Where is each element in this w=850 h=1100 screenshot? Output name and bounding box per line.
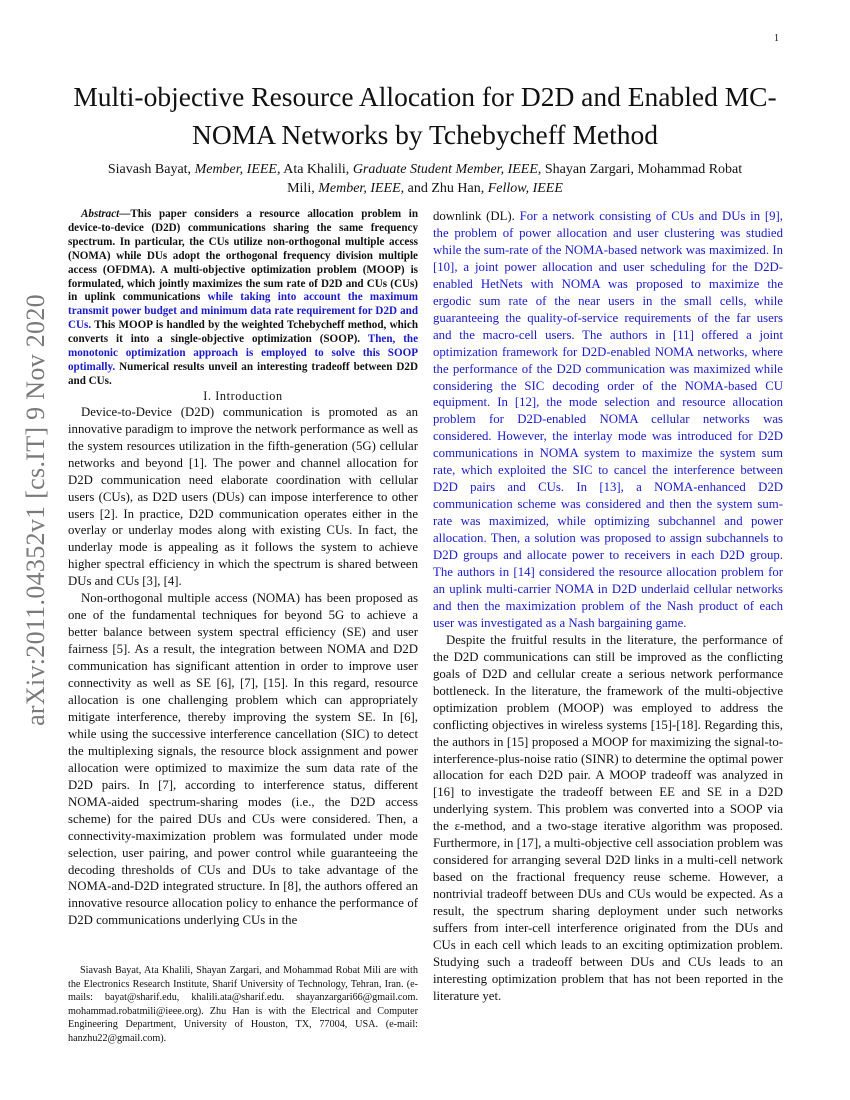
author-footnote: Siavash Bayat, Ata Khalili, Shayan Zargari, and Mohammad Robat Mili are with the Electronics Research Institute, Sharif University of Technology, Tehran, Iran. (e-mails: bayat@sharif.edu, khalili.ata@sharif.edu. shayanzargari66@gmail.com. mohammad.robatmili@ieee.org). Zhu Han is with the Electrical and Computer Engineering Department, University of Houston, TX, 77004, USA. (e-mail: hanzhu22@gmail.com).	[68, 965, 418, 1044]
paper-title: Multi-objective Resource Allocation for D2D and Enabled MC-NOMA Networks by Tchebycheff Method	[73, 81, 777, 150]
author-line-2	[80, 179, 770, 198]
author-role: Fellow, IEEE	[487, 181, 563, 196]
author-list	[80, 160, 770, 198]
author-text: Mili,	[287, 181, 319, 196]
author-text: Siavash Bayat,	[107, 162, 195, 177]
arxiv-stamp	[6, 280, 66, 740]
section-heading: I. Introduction	[203, 388, 283, 403]
body-paragraph: Non-orthogonal multiple access (NOMA) has been proposed as one of the fundamental techniques for beyond 5G to achieve a better balance between system spectral efficiency (SE) and user fairness [5]. As a result, the integration between NOMA and D2D communication has significant attention in order to improve user connectivity as well as SE [6], [7], [15]. In this regard, resource allocation is one challenging problem which can appropriately mitigate interference, thereby improving the system SE. In [6], while using the successive interference cancellation (SIC) to detect the multiplexing signals, the resource block assignment and power allocation were optimized to maximize the sum data rate of the D2D pairs. In [7], according to interference status, different NOMA-aided spectrum-sharing modes (i.e., the D2D access scheme) for the paired DUs and CUs were considered. Then, a connectivity-maximization problem was formulated under mode selection, user pairing, and power control while guaranteeing the decoding thresholds of CUs and DUs to take advantage of the NOMA-and-D2D integrated structure. In [8], the authors offered an innovative resource allocation policy to enhance the performance of D2D communications underlying CUs in the	[68, 591, 418, 928]
abstract-label: Abstract	[81, 208, 120, 220]
body-text: downlink (DL).	[433, 209, 520, 223]
right-column	[433, 208, 783, 1005]
body-highlight: For a network consisting of CUs and DUs in [9], the problem of power allocation and user clustering was studied while the sum-rate of the NOMA-based network was maximized. In [10], a joint power allocation and user scheduling for the D2D-enabled HetNets with NOMA was proposed to maximize the ergodic sum rate of the near users in the small cells, while guaranteeing the quality-of-service requirements of the far users and the macro-cell users. The authors in [11] offered a joint optimization framework for D2D-enabled NOMA networks, where the performance of the D2D communication was maximized while considering the SIC decoding order of the NOMA-based CU equipment. In [12], the mode selection and resource allocation problem for D2D-enabled NOMA cellular networks was considered. However, the interlay mode was introduced for D2D communications in NOMA system to maximize the system sum rate, which exploited the SIC to cancel the interference between D2D pairs and CUs. In [13], a NOMA-enhanced D2D communication scheme was considered and then the system sum-rate was maximized, while optimizing subchannel and power allocation. Then, a solution was proposed to assign subchannels to D2D groups and allocate power to receivers in each D2D group. The authors in [14] considered the resource allocation problem for an uplink multi-carrier NOMA in D2D underlaid cellular networks and then the maximization problem of the Nash product of each user was investigated as a Nash bargaining game.	[433, 209, 783, 630]
body-paragraph: Despite the fruitful results in the literature, the performance of the D2D communications can still be improved as the conflicting goals of D2D and cellular create a serious network performance bottleneck. In the literature, the framework of the multi-objective optimization problem (MOOP) was employed to address the conflicting objectives in wireless systems [15]-[18]. Regarding this, the authors in [15] proposed a MOOP for maximizing the signal-to-interference-plus-noise ratio (SINR) to determine the optimal power allocation for each D2D pair. A MOOP tradeoff was analyzed in [16] to investigate the tradeoff between EE and SE in a D2D underlying system. This problem was converted into a SOOP via the ε-method, and a two-stage iterative algorithm was proposed. Furthermore, in [17], a multi-objective cell association problem was considered for arranging several D2D links in a multi-cell network based on the fractional frequency reuse scheme. However, a nontrivial tradeoff between DUs and CUs would be expected. As a result, the spectrum sharing deployment under such networks suffers from inter-cell interference originated from the DUs and CUs in each cell which leads to an exciting optimization problem. Studying such a tradeoff between DUs and CUs leads to an interesting optimization problem that has not been reported in the literature yet.	[433, 632, 783, 1003]
body-paragraph: Device-to-Device (D2D) communication is promoted as an innovative paradigm to improve the network performance as well as the system resources utilization in the fifth-generation (5G) cellular networks and beyond [1]. The power and channel allocation for D2D communication need elaborate coordination with cellular users (CUs), as D2D users (DUs) can impose interference to other users [2]. In practice, D2D communication operates either in the overlay or underlay modes along with existing CUs. In fact, the underlay mode is appealing as it follows the system to achieve higher spectral efficiency in which the spectrum is shared between DUs and CUs [3], [4].	[68, 404, 418, 589]
author-text: , and Zhu Han,	[400, 181, 488, 196]
abstract-text: Numerical results unveil an interesting tradeoff between D2D and CUs.	[68, 360, 418, 387]
author-role: Member, IEEE	[194, 162, 277, 177]
author-role: Graduate Student Member, IEEE	[352, 162, 538, 177]
author-text: , Ata Khalili,	[276, 162, 353, 177]
abstract-text: This MOOP is handled by the weighted Tchebycheff method, which converts it into a single-objective optimization (SOOP).	[68, 319, 418, 346]
body-paragraph	[433, 208, 783, 632]
page-number: 1	[774, 33, 779, 44]
arxiv-stamp-text: arXiv:2011.04352v1 [cs.IT] 9 Nov 2020	[21, 294, 50, 726]
abstract-highlight: Then, the monotonic optimization approach is employed to solve this SOOP optimally.	[68, 333, 419, 373]
author-line-1	[80, 160, 770, 179]
abstract-text: —This paper considers a resource allocation problem in device-to-device (D2D) communications sharing the same frequency spectrum. In particular, the CUs utilize non-orthogonal multiple access (NOMA) while DUs adopt the orthogonal frequency division multiple access (OFDMA). A multi-objective optimization problem (MOOP) is formulated, which jointly maximizes the sum rate of D2D and CUs (CUs) in uplink communications	[68, 208, 418, 304]
abstract	[68, 208, 418, 389]
abstract-highlight: while taking into account the maximum transmit power budget and minimum data rate requirement for D2D and CUs.	[68, 291, 418, 332]
author-text: , Shayan Zargari, Mohammad Robat	[537, 162, 743, 177]
left-column	[68, 208, 418, 929]
author-role: Member, IEEE	[318, 181, 401, 196]
